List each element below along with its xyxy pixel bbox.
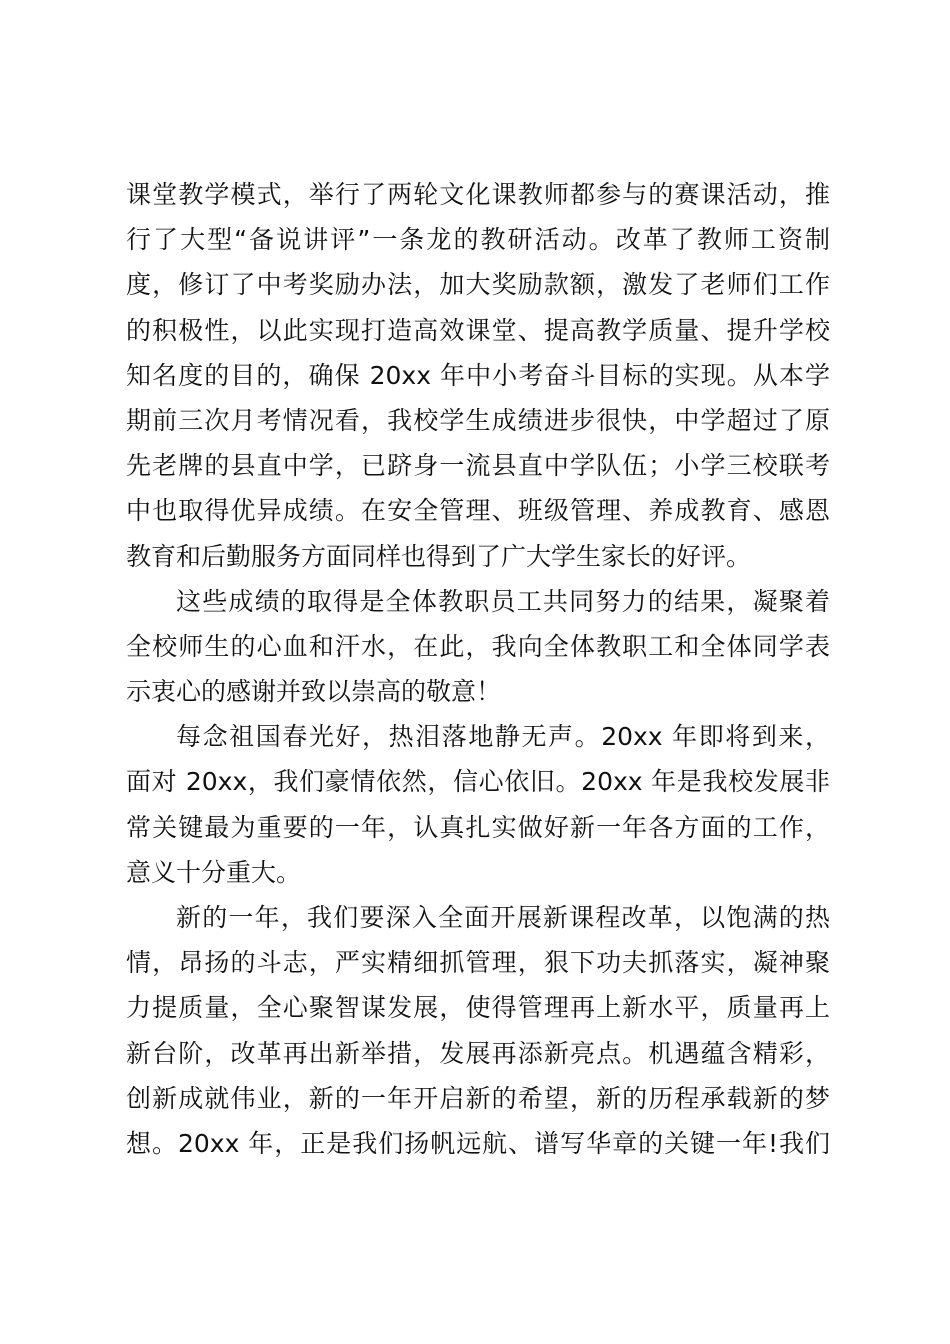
- text-line: 知名度的目的，确保 20xx 年中小考奋斗目标的实现。从本学: [126, 360, 830, 390]
- text-line: 教育和后勤服务方面同样也得到了广大学生家长的好评。: [126, 541, 752, 571]
- paragraph-first-line: 每念祖国春光好，热泪落地静无声。20xx 年即将到来，: [176, 722, 830, 752]
- text-line: 新台阶，改革再出新举措，发展再添新亮点。机遇蕴含精彩，: [126, 1038, 830, 1068]
- text-line: 意义十分重大。: [126, 857, 302, 887]
- text-line: 示衷心的感谢并致以崇高的敬意！: [126, 677, 502, 707]
- text-line: 中也取得优异成绩。在安全管理、班级管理、养成教育、感恩: [126, 496, 830, 526]
- text-line: 常关键最为重要的一年，认真扎实做好新一年各方面的工作，: [126, 812, 830, 842]
- text-line: 面对 20xx，我们豪情依然，信心依旧。20xx 年是我校发展非: [126, 767, 830, 797]
- paragraph-first-line: 这些成绩的取得是全体教职员工共同努力的结果，凝聚着: [176, 586, 830, 616]
- text-line: 课堂教学模式，举行了两轮文化课教师都参与的赛课活动，推: [126, 180, 830, 209]
- text-line: 先老牌的县直中学，已跻身一流县直中学队伍；小学三校联考: [126, 451, 830, 481]
- text-line: 行了大型“备说讲评”一条龙的教研活动。改革了教师工资制: [126, 225, 830, 255]
- text-line: 创新成就伟业，新的一年开启新的希望，新的历程承载新的梦: [126, 1083, 830, 1113]
- text-line: 度，修订了中考奖励办法，加大奖励款额，激发了老师们工作: [126, 270, 830, 300]
- text-line: 全校师生的心血和汗水，在此，我向全体教职工和全体同学表: [126, 631, 830, 661]
- text-line: 力提质量，全心聚智谋发展，使得管理再上新水平，质量再上: [126, 993, 830, 1023]
- text-line: 情，昂扬的斗志，严实精细抓管理，狠下功夫抓落实，凝神聚: [126, 948, 830, 978]
- document-body: [126, 172, 830, 1166]
- paragraph-first-line: 新的一年，我们要深入全面开展新课程改革，以饱满的热: [176, 903, 830, 932]
- text-line: 的积极性，以此实现打造高效课堂、提高教学质量、提升学校: [126, 315, 830, 345]
- text-line: 想。20xx 年，正是我们扬帆远航、谱写华章的关键一年!我们: [126, 1128, 830, 1158]
- text-line: 期前三次月考情况看，我校学生成绩进步很快，中学超过了原: [126, 405, 830, 435]
